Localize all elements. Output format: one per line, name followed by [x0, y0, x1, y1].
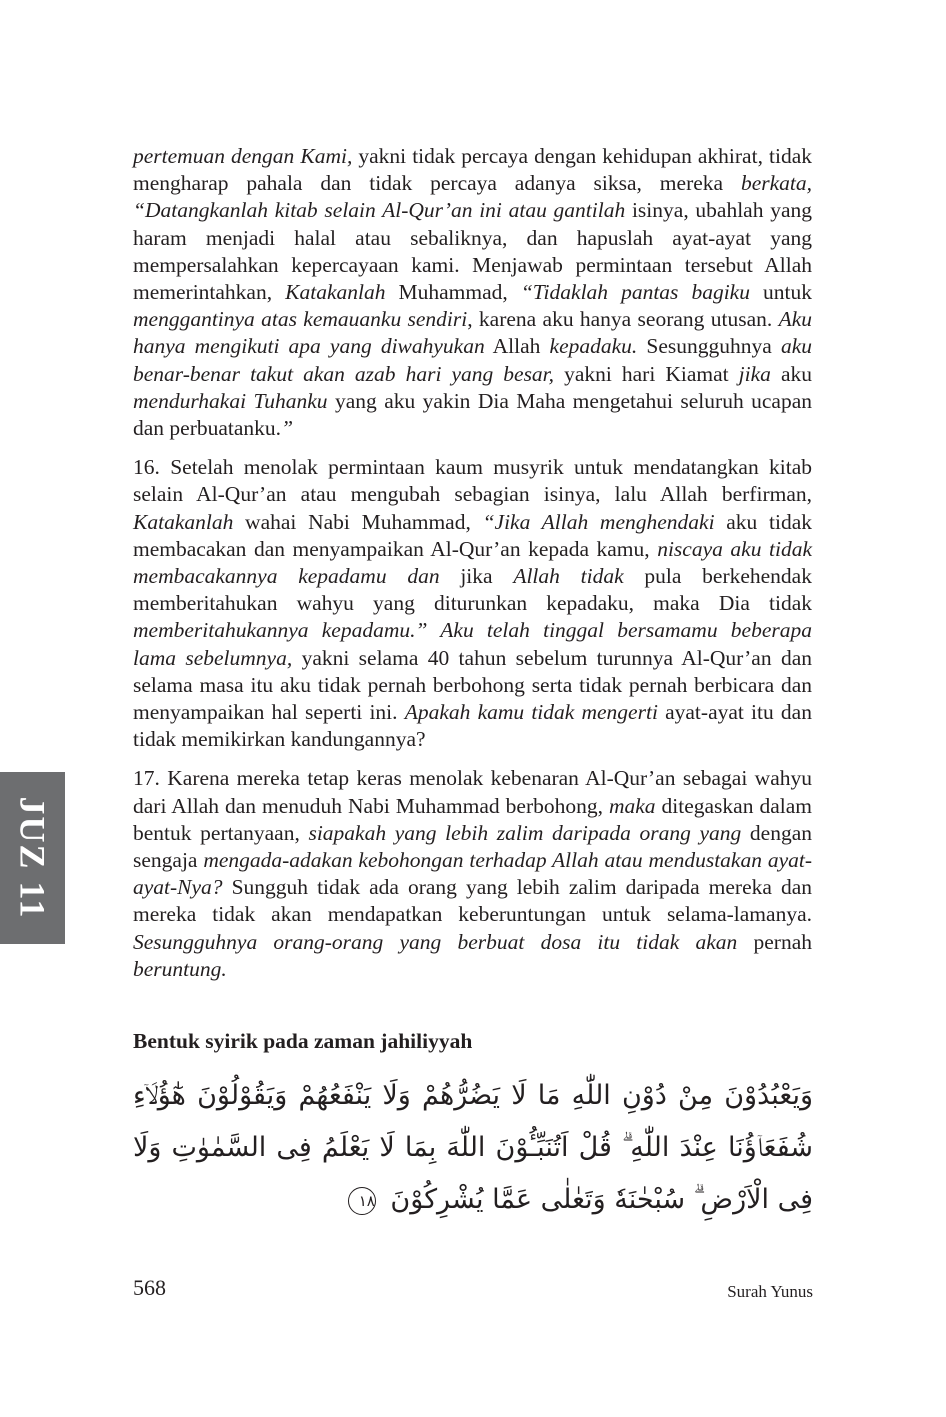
juz-label: JUZ 11 — [12, 796, 53, 920]
body-text — [133, 143, 812, 995]
text-run: aku tidak membacakan dan menyampaikan Al-Qur’an kepada kamu, — [133, 509, 812, 561]
italic-text-run: mendurhakai Tuhanku — [133, 388, 328, 413]
text-run: jika — [439, 564, 514, 589]
italic-text-run: memberitahukannya kepadamu.” Aku telah tinggal bersamamu beberapa lama sebelumnya, — [133, 618, 812, 670]
italic-text-run: beruntung. — [133, 956, 227, 981]
italic-text-run: pertemuan dengan Kami, — [133, 144, 353, 168]
paragraph-15-continuation — [133, 143, 812, 442]
text-run: pernah — [737, 929, 812, 954]
text-run: yang aku yakin Dia Maha mengetahui seluruh ucapan dan perbuatanku. — [133, 388, 812, 441]
paragraph-17 — [133, 765, 812, 983]
italic-text-run: Sesungguhnya orang-orang yang berbuat dosa itu tidak akan — [133, 929, 738, 954]
italic-text-run: maka — [608, 793, 656, 818]
italic-text-run: ” — [281, 416, 294, 441]
italic-text-run: berkata, “Datangkanlah kitab selain Al-Qur’an ini atau gantilah — [133, 171, 812, 223]
text-run: yakni hari Kiamat — [554, 361, 739, 386]
italic-text-run: mengada-adakan kebohongan terhadap Allah atau mendustakan ayat-ayat-Nya? — [133, 848, 812, 900]
italic-text-run: Aku hanya mengikuti apa yang diwahyukan — [133, 307, 812, 359]
running-footer-title: Surah Yunus — [727, 1282, 813, 1301]
paragraph-16 — [133, 454, 812, 753]
text-run: pula berkehendak memberitahukan wahyu yang diturunkan kepadaku, maka Dia tidak — [133, 564, 812, 616]
text-run: Allah — [484, 334, 550, 359]
page-number: 568 — [133, 1275, 166, 1300]
italic-text-run: aku benar-benar takut akan azab hari yang besar, — [133, 334, 812, 386]
italic-text-run: siapakah yang lebih zalim daripada orang yang — [308, 820, 742, 845]
text-run: 17. Karena mereka tetap keras menolak kebenaran Al-Qur’an sebagai wahyu dari Allah dan menuduh Nabi Muhammad berbohong, — [133, 766, 812, 818]
text-run: ayat-ayat itu dan tidak memikirkan kandungannya? — [133, 700, 812, 752]
text-run: wahai Nabi Muhammad, — [233, 509, 483, 534]
text-run: untuk — [749, 280, 812, 305]
italic-text-run: jika — [738, 361, 771, 386]
text-run: Muhammad, — [385, 280, 521, 305]
arabic-verse-text: وَيَعْبُدُوْنَ مِنْ دُوْنِ اللّٰهِ مَا لَا يَضُرُّهُمْ وَلَا يَنْفَعُهُمْ وَيَقُوْلُوْنَ هٰٓؤُلَاۤءِ شُفَعَاۤؤُنَا عِنْدَ اللّٰهِ ۗ قُلْ اَتُنَبِّـُٔوْنَ اللّٰهَ بِمَا لَا يَعْلَمُ فِى السَّمٰوٰتِ وَلَا فِى الْاَرْضِ ۗ سُبْحٰنَهٗ وَتَعٰلٰى عَمَّا يُشْرِكُوْنَ — [133, 1080, 813, 1215]
text-run: yakni tidak percaya dengan kehidupan akhirat, tidak mengharap pahala dan tidak percaya adanya siksa, mereka — [133, 144, 812, 196]
juz-side-tab — [0, 772, 65, 944]
italic-text-run: Allah tidak — [513, 564, 624, 589]
italic-text-run: niscaya aku tidak membacakannya kepadamu dan — [133, 536, 812, 589]
text-run: dengan sengaja — [133, 820, 812, 873]
text-run: yakni selama 40 tahun sebelum turunnya Al-Qur’an dan selama masa itu aku tidak pernah berbohong serta tidak pernah berbicara dan menyampaikan hal seperti ini. — [133, 645, 812, 725]
italic-text-run: Apakah kamu tidak mengerti — [404, 700, 658, 725]
italic-text-run: “Tidaklah pantas bagiku — [520, 280, 750, 305]
text-run: 16. Setelah menolak permintaan kaum musyrik untuk mendatangkan kitab selain Al-Qur’an atau mengubah sebagian isinya, lalu Allah berfirman, — [133, 455, 812, 507]
ayah-number-marker: ١٨ — [348, 1187, 376, 1215]
italic-text-run: Katakanlah — [285, 280, 386, 305]
italic-text-run: kepadaku. — [549, 334, 638, 359]
italic-text-run: menggantinya atas kemauanku sendiri — [133, 307, 468, 332]
text-run: Sesungguhnya — [637, 334, 781, 359]
arabic-verse — [133, 1070, 813, 1226]
section-heading: Bentuk syirik pada zaman jahiliyyah — [133, 1029, 473, 1053]
italic-text-run: Katakanlah — [133, 509, 234, 534]
text-run: ditegaskan dalam bentuk pertanyaan, — [133, 793, 812, 845]
text-run: , karena aku hanya seorang utusan. — [467, 307, 779, 332]
text-run: Sungguh tidak ada orang yang lebih zalim daripada mereka dan mereka tidak akan mendapatkan keberuntungan untuk selama-lamanya. — [133, 875, 812, 927]
text-run: aku — [770, 361, 812, 386]
italic-text-run: “Jika Allah menghendaki — [482, 509, 715, 534]
text-run: isinya, ubahlah yang haram menjadi halal atau sebaliknya, dan hapuslah ayat-ayat yang mempersalahkan kepercayaan kami. Menjawab permintaan tersebut Allah memerintahkan, — [133, 198, 812, 305]
